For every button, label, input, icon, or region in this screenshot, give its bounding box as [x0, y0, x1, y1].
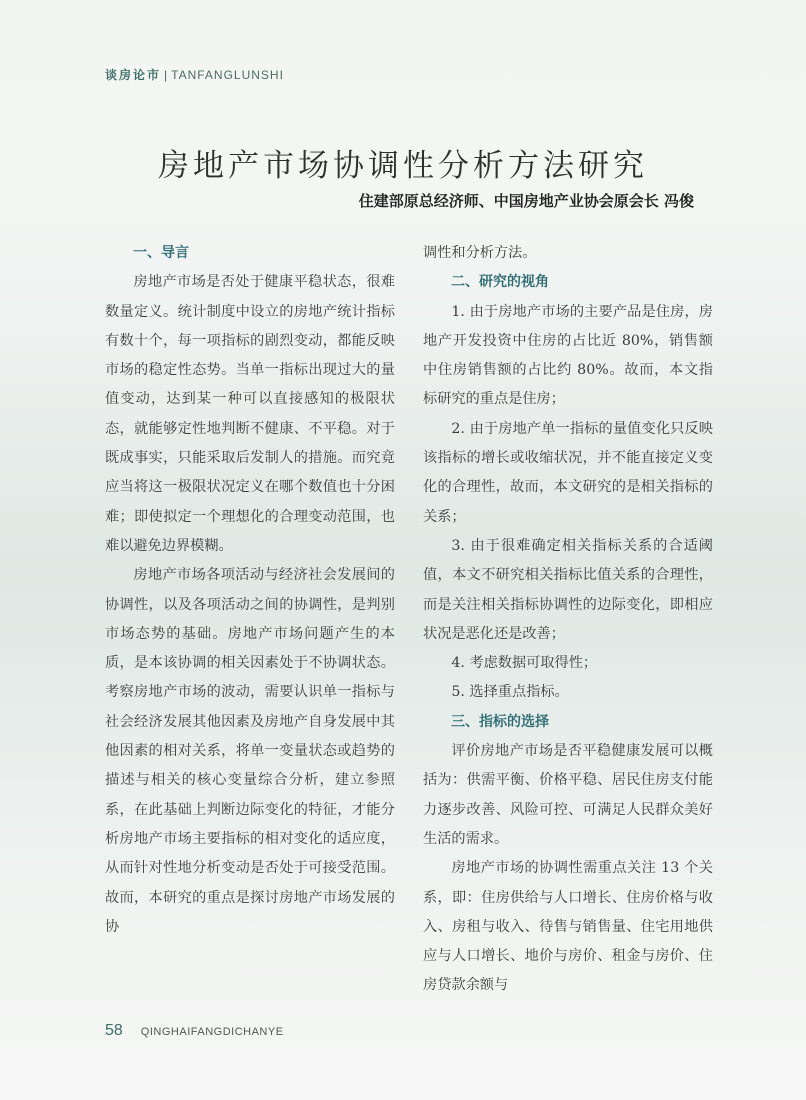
paragraph: 房地产市场是否处于健康平稳状态，很难数量定义。统计制度中设立的房地产统计指标有数十个，每一项指标的剧烈变动，都能反映市场的稳定性态势。当单一指标出现过大的量值变动，达到某一种可以直接感知的极限状态，就能够定性地判断不健康、不平稳。对于既成事实，只能采取后发制人的措施。而究竟应当将这一极限状况定义在哪个数值也十分困难；即使拟定一个理想化的合理变动范围，也难以避免边界模糊。	[105, 274, 395, 554]
header-separator: |	[164, 68, 169, 82]
section-heading-perspective: 二、研究的视角	[451, 274, 549, 291]
list-item: 2. 由于房地产单一指标的量值变化只反映该指标的增长或收缩状况，并不能直接定义变化的合理性，故而，本文研究的是相关指标的关系；	[423, 420, 713, 525]
author-line: 住建部原总经济师、中国房地产业协会原会长 冯俊	[358, 192, 694, 210]
column-name-cn: 谈房论市	[105, 68, 162, 82]
right-column	[423, 239, 713, 1001]
list-item: 4. 考虑数据可取得性；	[451, 655, 598, 672]
page-number: 58	[105, 1022, 123, 1039]
list-item: 3. 由于很难确定相关指标关系的合适阈值，本文不研究相关指标比值关系的合理性，而是关注相关指标协调性的边际变化，即相应状况是恶化还是改善；	[423, 537, 713, 642]
section-heading-intro: 一、导言	[133, 245, 189, 261]
article-title: 房地产市场协调性分析方法研究	[158, 148, 648, 184]
paragraph: 评价房地产市场是否平稳健康发展可以概括为：供需平衡、价格平稳、居民住房支付能力逐步改善、风险可控、可满足人民群众美好生活的需求。	[423, 743, 713, 847]
paragraph: 房地产市场各项活动与经济社会发展间的协调性，以及各项活动之间的协调性，是判别市场态势的基础。房地产市场问题产生的本质，是本该协调的相关因素处于不协调状态。考察房地产市场的波动，需要认识单一指标与社会经济发展其他因素及房地产自身发展中其他因素的相对关系，将单一变量状态或趋势的描述与相关的核心变量综合分析，建立参照系，在此基础上判断边际变化的特征，才能分析房地产市场主要指标的相对变化的适应度，从而针对性地分析变动是否处于可接受范围。故而，本研究的重点是探讨房地产市场发展的协	[105, 567, 395, 935]
paragraph: 房地产市场的协调性需重点关注 13 个关系，即：住房供给与人口增长、住房价格与收入、房租与收入、待售与销售量、住宅用地供应与人口增长、地价与房价、租金与房价、住房贷款余额与	[423, 860, 713, 994]
page-footer	[105, 1022, 284, 1040]
section-heading-indicators: 三、指标的选择	[451, 713, 549, 730]
paragraph-continuation: 调性和分析方法。	[423, 245, 537, 261]
list-item: 1. 由于房地产市场的主要产品是住房，房地产开发投资中住房的占比近 80%，销售额中住房销售额的占比约 80%。故而，本文指标研究的重点是住房；	[423, 303, 713, 408]
running-header	[105, 66, 284, 83]
list-item: 5. 选择重点指标。	[451, 684, 569, 701]
column-name-en: TANFANGLUNSHI	[171, 68, 284, 82]
left-column	[105, 239, 395, 942]
magazine-name: QINGHAIFANGDICHANYE	[140, 1026, 284, 1038]
